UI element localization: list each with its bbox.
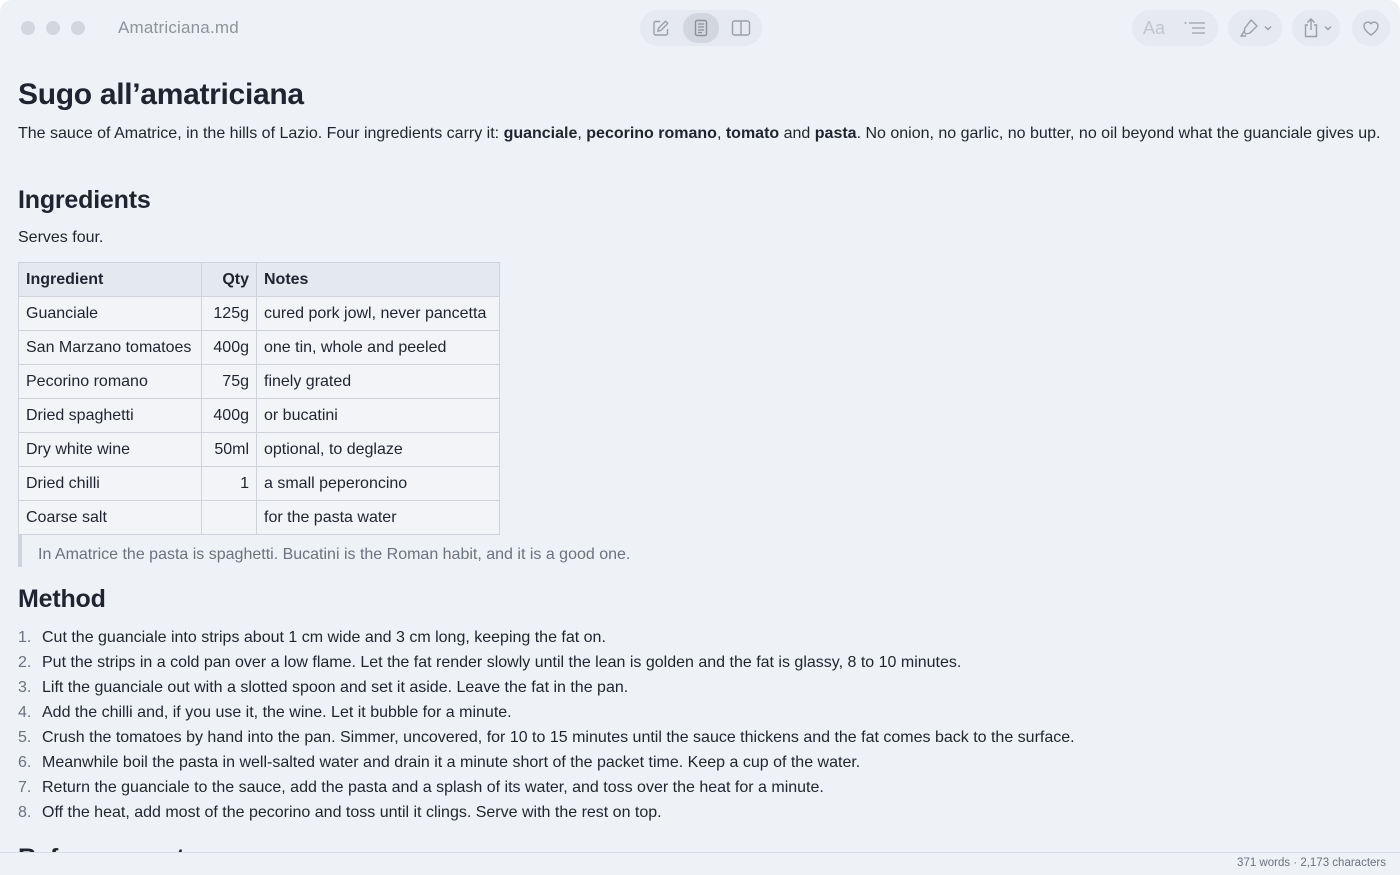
- step-text: Meanwhile boil the pasta in well-salted water and drain it a minute short of the packet time. Keep a cup of the water.: [42, 754, 861, 771]
- title-bar: [0, 0, 1400, 58]
- step-text: Crush the tomatoes by hand into the pan. Simmer, uncovered, for 10 to 15 minutes until the sauce thickens and the fat comes back to the surface.: [42, 729, 1075, 746]
- window-title: Amatriciana.md: [118, 18, 239, 37]
- blockquote: In Amatrice the pasta is spaghetti. Bucatini is the Roman habit, and it is a good one.: [18, 534, 630, 567]
- column-header-notes: Notes: [257, 263, 500, 297]
- list-item: [18, 775, 1075, 800]
- step-text: Lift the guanciale out with a slotted spoon and set it aside. Leave the fat in the pan.: [42, 679, 629, 696]
- cell-ingredient: Dried chilli: [19, 467, 202, 501]
- chevron-down-icon: [1323, 24, 1333, 32]
- table-row: [19, 399, 500, 433]
- list-number: 6.: [18, 754, 32, 771]
- intro-bold-pasta: pasta: [814, 125, 857, 142]
- list-item: [18, 650, 1075, 675]
- font-button[interactable]: [1136, 10, 1172, 46]
- step-text: Add the chilli and, if you use it, the wine. Let it bubble for a minute.: [42, 704, 512, 721]
- list-item: [18, 800, 1075, 825]
- list-number: 7.: [18, 779, 32, 796]
- chevron-down-icon: [1263, 24, 1273, 32]
- cell-ingredient: Coarse salt: [19, 501, 202, 535]
- table-row: [19, 433, 500, 467]
- list-item: [18, 625, 1075, 650]
- list-item: [18, 725, 1075, 750]
- method-steps: [18, 625, 1075, 825]
- status-bar: [0, 852, 1400, 875]
- zoom-window-button[interactable]: [71, 21, 85, 35]
- list-item: [18, 750, 1075, 775]
- serves-text: Serves four.: [18, 229, 104, 246]
- step-text: Cut the guanciale into strips about 1 cm wide and 3 cm long, keeping the fat on.: [42, 629, 606, 646]
- cell-ingredient: Pecorino romano: [19, 365, 202, 399]
- intro-text: ,: [577, 125, 587, 142]
- cell-ingredient: San Marzano tomatoes: [19, 331, 202, 365]
- column-header-qty: Qty: [202, 263, 257, 297]
- intro-text: ,: [716, 125, 726, 142]
- method-heading: Method: [18, 585, 106, 613]
- table-row: [19, 331, 500, 365]
- preview-mode-button[interactable]: [683, 13, 719, 43]
- share-icon: [1301, 17, 1321, 39]
- cell-notes: for the pasta water: [257, 501, 500, 535]
- cell-qty: 50ml: [202, 433, 257, 467]
- intro-text: . No onion, no garlic, no butter, no oil beyond what the guanciale gives up.: [856, 125, 1381, 142]
- view-mode-switcher: [640, 10, 762, 46]
- word-count: 371 words · 2,173 characters: [1237, 857, 1386, 869]
- cell-ingredient: Dried spaghetti: [19, 399, 202, 433]
- column-header-ingredient: Ingredient: [19, 263, 202, 297]
- cell-qty: 400g: [202, 331, 257, 365]
- table-row: [19, 297, 500, 331]
- intro-bold-guanciale: guanciale: [503, 125, 578, 142]
- cell-notes: or bucatini: [257, 399, 500, 433]
- list-item: [18, 675, 1075, 700]
- list-number: 8.: [18, 804, 32, 821]
- cell-ingredient: Guanciale: [19, 297, 202, 331]
- table-row: [19, 501, 500, 535]
- font-label: Aa: [1142, 17, 1166, 38]
- table-header-row: [19, 263, 500, 297]
- cell-ingredient: Dry white wine: [19, 433, 202, 467]
- list-number: 1.: [18, 629, 32, 646]
- ingredients-table: [18, 262, 500, 535]
- split-view-button[interactable]: [723, 13, 759, 43]
- cell-qty: 1: [202, 467, 257, 501]
- table-row: [19, 365, 500, 399]
- favorite-button[interactable]: [1352, 10, 1390, 46]
- cell-qty: 400g: [202, 399, 257, 433]
- cell-notes: optional, to deglaze: [257, 433, 500, 467]
- step-text: Put the strips in a cold pan over a low flame. Let the fat render slowly until the lean is golden and the fat is glassy, 8 to 10 minutes.: [42, 654, 962, 671]
- step-text: Return the guanciale to the sauce, add the pasta and a splash of its water, and toss over the heat for a minute.: [42, 779, 824, 796]
- cell-notes: finely grated: [257, 365, 500, 399]
- minimize-window-button[interactable]: [46, 21, 60, 35]
- list-number: 3.: [18, 679, 32, 696]
- cell-notes: cured pork jowl, never pancetta: [257, 297, 500, 331]
- cell-notes: a small peperoncino: [257, 467, 500, 501]
- outline-icon: [1183, 19, 1207, 37]
- highlighter-button[interactable]: [1234, 10, 1278, 46]
- intro-paragraph: [18, 123, 1388, 145]
- cell-qty: [202, 501, 257, 535]
- cell-qty: 75g: [202, 365, 257, 399]
- intro-bold-pecorino: pecorino romano: [586, 125, 717, 142]
- page-title: Sugo all’amatriciana: [18, 78, 304, 111]
- preview-icon: [692, 19, 710, 37]
- split-view-icon: [731, 19, 751, 37]
- list-number: 2.: [18, 654, 32, 671]
- cell-qty: 125g: [202, 297, 257, 331]
- cell-notes: one tin, whole and peeled: [257, 331, 500, 365]
- intro-text: and: [779, 125, 815, 142]
- list-number: 5.: [18, 729, 32, 746]
- document-preview[interactable]: [18, 58, 1388, 852]
- intro-text: The sauce of Amatrice, in the hills of Lazio. Four ingredients carry it:: [18, 125, 504, 142]
- edit-icon: [652, 19, 670, 37]
- list-item: [18, 700, 1075, 725]
- heart-icon: [1361, 19, 1381, 37]
- step-text: Off the heat, add most of the pecorino and toss until it clings. Serve with the rest on top.: [42, 804, 662, 821]
- highlighter-icon: [1239, 17, 1261, 39]
- intro-bold-tomato: tomato: [725, 125, 780, 142]
- share-button[interactable]: [1296, 10, 1338, 46]
- edit-mode-button[interactable]: [643, 13, 679, 43]
- ingredients-heading: Ingredients: [18, 186, 151, 214]
- list-number: 4.: [18, 704, 32, 721]
- close-window-button[interactable]: [21, 21, 35, 35]
- outline-button[interactable]: [1176, 10, 1214, 46]
- table-row: [19, 467, 500, 501]
